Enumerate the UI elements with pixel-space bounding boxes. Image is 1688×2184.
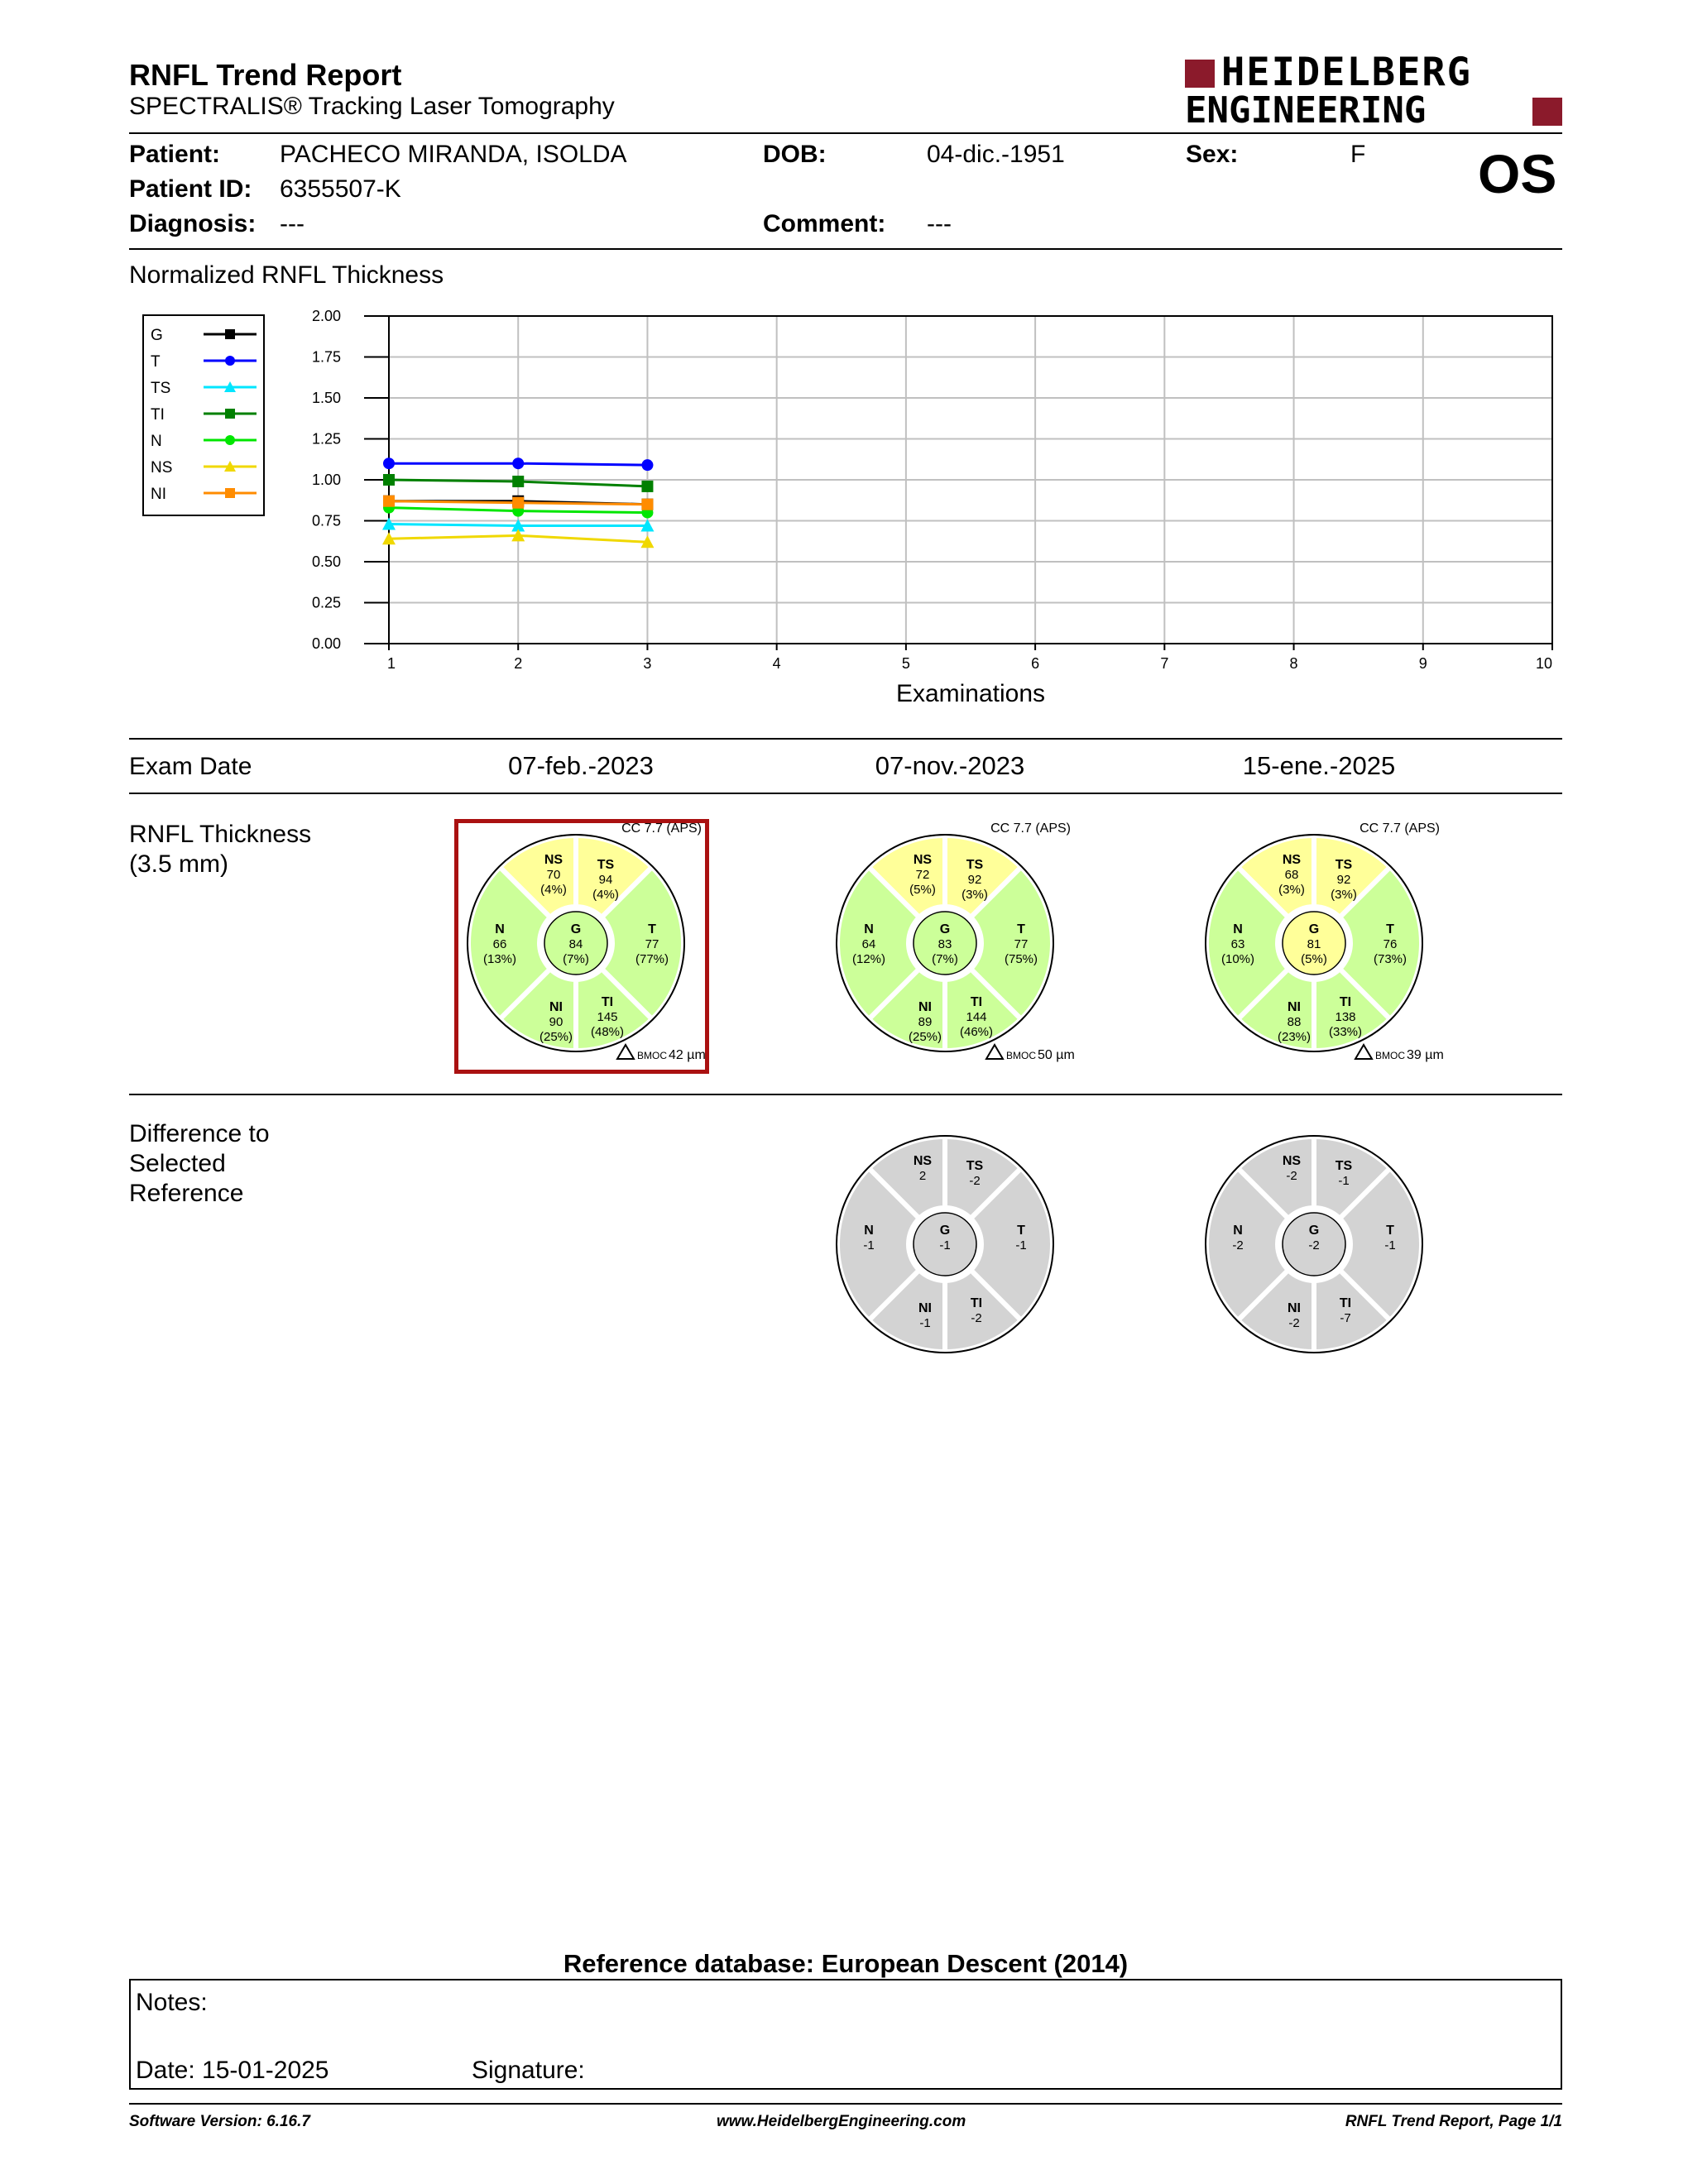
data-point-ni xyxy=(512,497,524,509)
y-tick-label: 0.75 xyxy=(311,512,341,529)
rnfl-exam-3-label-g-pct: (5%) xyxy=(1301,952,1327,966)
difference-exam-3-label-ni-value: -2 xyxy=(1288,1316,1300,1330)
rnfl-exam-2-label-g-pct: (7%) xyxy=(932,952,958,966)
rnfl-exam-3-label-t-value: 76 xyxy=(1383,937,1398,951)
y-tick-label: 2.00 xyxy=(311,308,341,324)
sex-value: F xyxy=(1350,141,1366,168)
legend-marker-ti xyxy=(225,409,235,419)
rnfl-exam-1-label-ns-value: 70 xyxy=(546,868,561,882)
legend-svg xyxy=(144,316,263,515)
rnfl-exam-2-diagram xyxy=(813,811,1077,1075)
x-tick-label: 3 xyxy=(643,655,652,672)
difference-exam-3-label-t-name: T xyxy=(1386,1224,1394,1238)
legend-label-ti: TI xyxy=(151,406,165,424)
data-point-t xyxy=(641,459,653,471)
rnfl-exam-3-label-t-pct: (73%) xyxy=(1373,952,1407,966)
y-tick-label: 0.50 xyxy=(311,553,341,570)
rnfl-exam-1-label-ns-name: NS xyxy=(544,853,563,867)
page-indicator: RNFL Trend Report, Page 1/1 xyxy=(1345,2113,1562,2130)
rnfl-exam-2-label-ti-value: 144 xyxy=(966,1010,987,1024)
patient-label: Patient: xyxy=(129,141,221,168)
rnfl-exam-3-label-n-value: 63 xyxy=(1230,937,1245,951)
difference-exam-2-label-n-name: N xyxy=(864,1224,874,1238)
difference-label-line2: Selected xyxy=(129,1150,226,1177)
comment-label: Comment: xyxy=(763,210,886,237)
exam-date-3: 15-ene.-2025 xyxy=(1242,751,1396,780)
diagnosis-label: Diagnosis: xyxy=(129,210,257,237)
rnfl-exam-3-label-ts-pct: (3%) xyxy=(1331,888,1357,902)
data-point-ti xyxy=(383,474,395,486)
rnfl-exam-1-label-ti-value: 145 xyxy=(597,1010,618,1024)
software-version: Software Version: 6.16.7 xyxy=(129,2113,310,2130)
difference-exam-3-label-ti-value: -7 xyxy=(1340,1311,1351,1325)
delta-icon xyxy=(617,1045,634,1059)
rnfl-exam-3-diagram xyxy=(1182,811,1446,1075)
difference-exam-3-label-ti-name: TI xyxy=(1339,1296,1352,1310)
rnfl-exam-2-label-ns-pct: (5%) xyxy=(909,883,936,897)
rnfl-exam-3-label-ni-name: NI xyxy=(1288,1000,1301,1014)
data-point-ni xyxy=(383,496,395,507)
rnfl-exam-2-label-t-value: 77 xyxy=(1014,937,1029,951)
x-tick-label: 5 xyxy=(901,655,910,672)
legend-label-ts: TS xyxy=(151,380,171,397)
difference-exam-2-label-ts-value: -2 xyxy=(969,1174,981,1188)
header-divider xyxy=(129,132,1562,134)
x-tick-label: 7 xyxy=(1160,655,1169,672)
rnfl-exam-3-label-ns-pct: (3%) xyxy=(1278,883,1305,897)
difference-exam-3-label-t-value: -1 xyxy=(1384,1238,1396,1252)
rnfl-exam-2-label-ns-value: 72 xyxy=(915,868,930,882)
rnfl-exam-3-label-t-name: T xyxy=(1386,922,1394,936)
rnfl-exam-1-diagram xyxy=(444,811,708,1075)
x-tick-label: 8 xyxy=(1289,655,1298,672)
rnfl-exam-2-label-n-value: 64 xyxy=(861,937,876,951)
reference-database: Reference database: European Descent (2014) xyxy=(563,1949,1129,1978)
difference-exam-2-label-ns-value: 2 xyxy=(918,1169,927,1183)
rnfl-thickness-label: RNFL Thickness xyxy=(129,821,312,848)
rnfl-exam-1-label-t-value: 77 xyxy=(645,937,659,951)
cc-value: CC 7.7 (APS) xyxy=(621,821,702,836)
cc-value: CC 7.7 (APS) xyxy=(1360,821,1440,836)
rnfl-exam-1-label-ti-name: TI xyxy=(601,995,614,1009)
x-tick-label: 4 xyxy=(772,655,781,672)
difference-exam-3-label-ni-name: NI xyxy=(1288,1301,1301,1315)
data-point-ti xyxy=(512,476,524,487)
chart-legend xyxy=(142,314,265,516)
rnfl-exam-1-label-g-pct: (7%) xyxy=(563,952,589,966)
chart-divider xyxy=(129,738,1562,740)
thickness-divider xyxy=(129,1094,1562,1095)
y-tick-label: 1.25 xyxy=(311,430,341,448)
difference-exam-2-label-n-value: -1 xyxy=(863,1238,875,1252)
dob-value: 04-dic.-1951 xyxy=(927,141,1065,168)
rnfl-exam-1-label-ts-name: TS xyxy=(597,858,615,872)
legend-label-ns: NS xyxy=(151,459,173,477)
y-tick-label: 1.75 xyxy=(311,348,341,366)
exam-date-label: Exam Date xyxy=(129,753,252,780)
rnfl-exam-1-label-t-pct: (77%) xyxy=(635,952,669,966)
rnfl-exam-2-label-ti-name: TI xyxy=(970,995,983,1009)
difference-exam-3-label-g-name: G xyxy=(1308,1224,1320,1238)
comment-value: --- xyxy=(927,210,952,237)
heidelberg-logo xyxy=(1185,50,1564,132)
difference-exam-2-label-t-name: T xyxy=(1017,1224,1025,1238)
rnfl-exam-3-label-ns-name: NS xyxy=(1282,853,1302,867)
data-point-t xyxy=(383,457,395,469)
rnfl-exam-3-label-ni-value: 88 xyxy=(1287,1015,1302,1029)
bmoc-value: 42 µm xyxy=(669,1048,706,1062)
x-tick-label: 9 xyxy=(1418,655,1427,672)
data-point-ni xyxy=(641,499,653,510)
rnfl-exam-1-label-n-pct: (13%) xyxy=(482,952,517,966)
logo-text-line1: HEIDELBERG xyxy=(1221,50,1472,95)
data-point-ti xyxy=(641,481,653,492)
difference-exam-3-label-g-value: -2 xyxy=(1308,1238,1320,1252)
difference-exam-2-diagram xyxy=(813,1112,1077,1377)
difference-label-line3: Reference xyxy=(129,1180,244,1207)
notes-label: Notes: xyxy=(136,1989,208,2016)
dob-label: DOB: xyxy=(763,141,827,168)
rnfl-exam-2-label-n-name: N xyxy=(864,922,874,936)
rnfl-exam-3-label-n-name: N xyxy=(1233,922,1243,936)
difference-exam-2-label-ti-value: -2 xyxy=(971,1311,982,1325)
legend-marker-n xyxy=(225,435,235,445)
legend-marker-g xyxy=(225,329,235,339)
difference-label-line1: Difference to xyxy=(129,1120,270,1147)
rnfl-exam-1-label-ni-pct: (25%) xyxy=(539,1030,573,1044)
bmoc-value: 50 µm xyxy=(1038,1048,1075,1062)
legend-marker-ni xyxy=(225,488,235,498)
difference-exam-3-diagram xyxy=(1182,1112,1446,1377)
difference-exam-3-label-ts-name: TS xyxy=(1335,1159,1353,1173)
x-tick-label: 6 xyxy=(1031,655,1040,672)
exam-date-2: 07-nov.-2023 xyxy=(875,751,1025,780)
x-tick-label: 10 xyxy=(1535,655,1552,672)
delta-icon xyxy=(986,1045,1003,1059)
y-tick-label: 1.00 xyxy=(311,472,341,488)
difference-exam-2-label-ni-value: -1 xyxy=(919,1316,931,1330)
legend-label-ni: NI xyxy=(151,486,166,503)
bmoc-value: 39 µm xyxy=(1407,1048,1444,1062)
notes-box xyxy=(129,1979,1562,2090)
rnfl-exam-2-label-ni-pct: (25%) xyxy=(908,1030,942,1044)
x-tick-label: 1 xyxy=(387,655,396,672)
diagnosis-value: --- xyxy=(280,210,305,237)
patient-name: PACHECO MIRANDA, ISOLDA xyxy=(280,141,627,168)
legend-label-t: T xyxy=(151,353,161,371)
rnfl-exam-3-label-ni-pct: (23%) xyxy=(1277,1030,1312,1044)
rnfl-exam-2-label-t-pct: (75%) xyxy=(1004,952,1038,966)
patient-divider xyxy=(129,248,1562,250)
rnfl-exam-2-label-ns-name: NS xyxy=(913,853,933,867)
difference-exam-3-label-ns-value: -2 xyxy=(1286,1169,1297,1183)
bmoc-label: BMOC xyxy=(1375,1050,1405,1061)
bmoc-label: BMOC xyxy=(1006,1050,1036,1061)
y-tick-label: 0.00 xyxy=(311,635,341,652)
difference-exam-2-label-ti-name: TI xyxy=(970,1296,983,1310)
website-link[interactable]: www.HeidelbergEngineering.com xyxy=(717,2113,966,2130)
rnfl-exam-2-label-ts-name: TS xyxy=(966,858,984,872)
rnfl-exam-2-label-g-value: 83 xyxy=(938,937,952,951)
rnfl-exam-3-label-ti-name: TI xyxy=(1339,995,1352,1009)
sex-label: Sex: xyxy=(1186,141,1239,168)
report-title: RNFL Trend Report xyxy=(129,58,402,92)
logo-red-block-top xyxy=(1185,60,1215,88)
rnfl-exam-2-label-ni-value: 89 xyxy=(918,1015,933,1029)
rnfl-exam-1-label-n-name: N xyxy=(495,922,505,936)
report-subtitle: SPECTRALIS® Tracking Laser Tomography xyxy=(129,93,615,120)
logo-red-block-bottom xyxy=(1532,98,1562,126)
x-axis-label: Examinations xyxy=(895,680,1046,707)
rnfl-exam-1-label-ni-value: 90 xyxy=(549,1015,563,1029)
rnfl-exam-3-label-ts-value: 92 xyxy=(1336,873,1351,887)
difference-exam-2-label-ni-name: NI xyxy=(918,1301,932,1315)
rnfl-exam-3-label-g-value: 81 xyxy=(1307,937,1321,951)
rnfl-exam-3-label-ns-value: 68 xyxy=(1284,868,1299,882)
eye-indicator: OS xyxy=(1478,143,1557,204)
rnfl-exam-1-label-ts-value: 94 xyxy=(598,873,613,887)
y-tick-label: 1.50 xyxy=(311,390,341,406)
date-label: Date: 15-01-2025 xyxy=(136,2057,329,2084)
rnfl-exam-1-label-ni-name: NI xyxy=(549,1000,563,1014)
rnfl-exam-1-label-g-name: G xyxy=(570,922,582,936)
rnfl-exam-3-label-g-name: G xyxy=(1308,922,1320,936)
rnfl-exam-2-label-ts-value: 92 xyxy=(967,873,982,887)
exam-date-1: 07-feb.-2023 xyxy=(508,751,654,780)
difference-exam-3-label-n-name: N xyxy=(1233,1224,1243,1238)
rnfl-exam-2-label-ni-name: NI xyxy=(918,1000,932,1014)
difference-exam-2-label-t-value: -1 xyxy=(1015,1238,1027,1252)
rnfl-exam-1-label-t-name: T xyxy=(648,922,656,936)
rnfl-exam-1-label-ti-pct: (48%) xyxy=(590,1025,625,1039)
cc-value: CC 7.7 (APS) xyxy=(990,821,1071,836)
rnfl-exam-3-label-n-pct: (10%) xyxy=(1220,952,1255,966)
difference-exam-2-label-g-value: -1 xyxy=(939,1238,951,1252)
patient-id-value: 6355507-K xyxy=(280,175,401,203)
data-point-t xyxy=(512,457,524,469)
difference-exam-3-label-ts-value: -1 xyxy=(1338,1174,1350,1188)
logo-text-line2: ENGINEERING xyxy=(1185,89,1427,132)
trend-chart xyxy=(281,298,1572,711)
signature-label: Signature: xyxy=(472,2057,585,2084)
rnfl-exam-2-label-t-name: T xyxy=(1017,922,1025,936)
difference-exam-2-label-g-name: G xyxy=(939,1224,951,1238)
rnfl-exam-2-label-ti-pct: (46%) xyxy=(959,1025,994,1039)
difference-exam-2-label-ns-name: NS xyxy=(913,1154,933,1168)
rnfl-exam-2-label-n-pct: (12%) xyxy=(851,952,886,966)
rnfl-exam-3-label-ti-value: 138 xyxy=(1335,1010,1356,1024)
trend-title: Normalized RNFL Thickness xyxy=(129,261,444,289)
bmoc-label: BMOC xyxy=(637,1050,667,1061)
rnfl-thickness-sublabel: (3.5 mm) xyxy=(129,850,228,878)
rnfl-exam-1-label-ts-pct: (4%) xyxy=(592,888,619,902)
rnfl-exam-2-label-ts-pct: (3%) xyxy=(961,888,988,902)
legend-label-g: G xyxy=(151,327,163,344)
rnfl-exam-3-label-ts-name: TS xyxy=(1335,858,1353,872)
rnfl-exam-2-label-g-name: G xyxy=(939,922,951,936)
rnfl-exam-1-label-ns-pct: (4%) xyxy=(540,883,567,897)
y-tick-label: 0.25 xyxy=(311,594,341,611)
difference-exam-2-label-ts-name: TS xyxy=(966,1159,984,1173)
delta-icon xyxy=(1355,1045,1372,1059)
difference-exam-3-label-ns-name: NS xyxy=(1282,1154,1302,1168)
difference-exam-3-label-n-value: -2 xyxy=(1232,1238,1244,1252)
patient-id-label: Patient ID: xyxy=(129,175,252,203)
exam-date-divider xyxy=(129,793,1562,794)
footer-divider xyxy=(129,2103,1562,2105)
x-tick-label: 2 xyxy=(514,655,523,672)
legend-marker-t xyxy=(225,356,235,366)
rnfl-exam-1-label-g-value: 84 xyxy=(568,937,583,951)
rnfl-exam-3-label-ti-pct: (33%) xyxy=(1328,1025,1363,1039)
legend-label-n: N xyxy=(151,433,162,450)
rnfl-exam-1-label-n-value: 66 xyxy=(492,937,507,951)
